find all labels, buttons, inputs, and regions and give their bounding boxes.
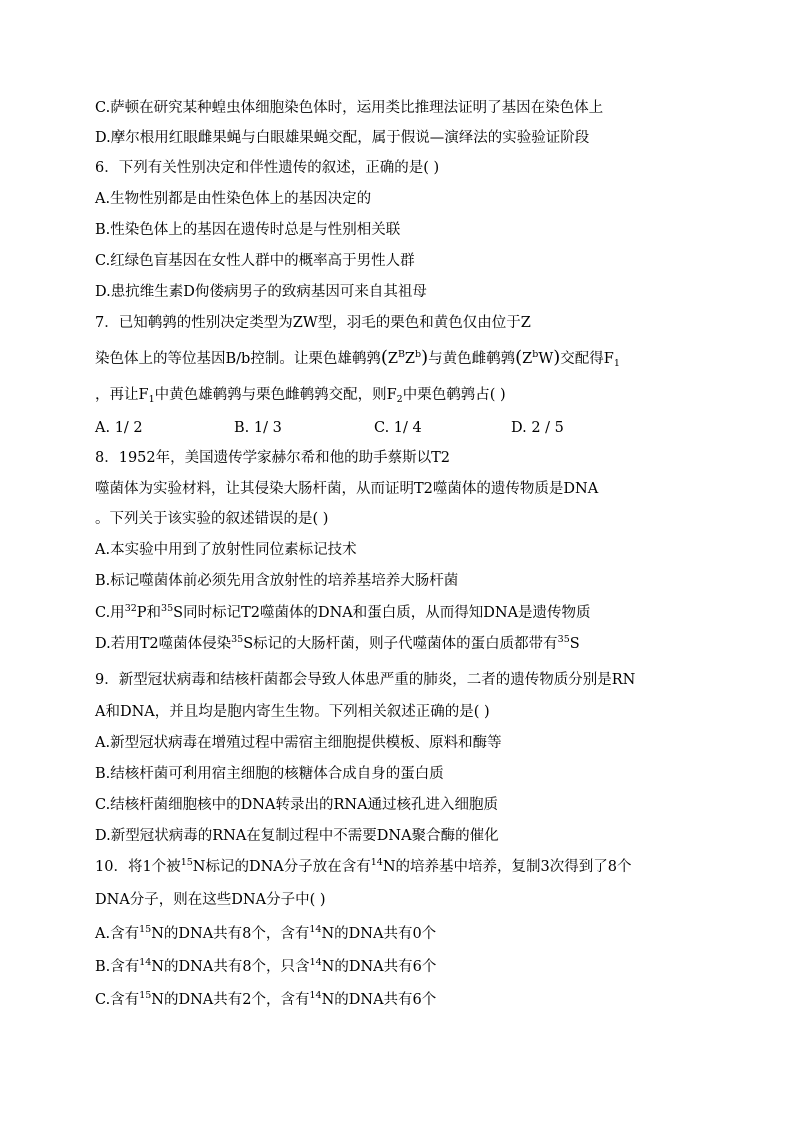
q8c-text: C.用 bbox=[95, 605, 125, 621]
isotope-sup: 35 bbox=[557, 634, 570, 645]
q8-option-a: A.本实验中用到了放射性同位素标记技术 bbox=[95, 542, 357, 558]
q6-option-c: C.红绿色盲基因在女性人群中的概率高于男性人群 bbox=[95, 253, 415, 269]
q7-text: 与黄色雌鹌鹑 bbox=[428, 351, 516, 367]
q9-option-a: A.新型冠状病毒在增殖过程中需宿主细胞提供模板、原料和酶等 bbox=[95, 735, 502, 751]
allele-sup: B bbox=[397, 349, 405, 360]
q9-option-c: C.结核杆菌细胞核中的DNA转录出的RNA通过核孔进入细胞质 bbox=[95, 797, 499, 813]
paren-close: ) bbox=[421, 347, 429, 368]
question-8-stem-line3: 。下列关于该实验的叙述错误的是( ) bbox=[95, 511, 329, 527]
genotype-w: W bbox=[538, 351, 554, 367]
allele-sup: b bbox=[415, 349, 422, 360]
question-7-stem-line3 bbox=[95, 385, 734, 407]
paren-close: ) bbox=[553, 347, 561, 368]
isotope-sup: 15 bbox=[139, 924, 152, 935]
q8c-text: P和 bbox=[136, 605, 162, 621]
q8d-text: S bbox=[569, 636, 580, 652]
q9-option-b: B.结核杆菌可利用宿主细胞的核糖体合成自身的蛋白质 bbox=[95, 766, 444, 782]
isotope-sup: 15 bbox=[139, 990, 152, 1001]
q7-option-a: A. 1/ 2 bbox=[95, 420, 143, 436]
q7-text: 中栗色鹌鹑占( ) bbox=[402, 387, 506, 403]
q10c-text: C.含有 bbox=[95, 992, 140, 1008]
question-9-stem-line1: 9．新型冠状病毒和结核杆菌都会导致人体患严重的肺炎，二者的遗传物质分别是RN bbox=[95, 672, 636, 688]
isotope-sup: 35 bbox=[231, 634, 244, 645]
genotype-z: Z bbox=[387, 351, 398, 367]
q7-option-b: B. 1/ 3 bbox=[234, 420, 282, 436]
isotope-sup: 14 bbox=[309, 924, 322, 935]
q10b-text: B.含有 bbox=[95, 959, 140, 975]
q10-option-b bbox=[95, 957, 734, 979]
q10-option-c bbox=[95, 990, 734, 1012]
isotope-sup: 14 bbox=[309, 957, 322, 968]
isotope-sup: 14 bbox=[139, 957, 152, 968]
q10c-text: N的DNA共有2个，含有 bbox=[151, 992, 310, 1008]
q7-options-row bbox=[95, 418, 734, 440]
q10-option-a bbox=[95, 924, 734, 946]
q5-option-d: D.摩尔根用红眼雌果蝇与白眼雄果蝇交配，属于假说—演绎法的实验验证阶段 bbox=[95, 130, 590, 146]
question-7-stem-line2 bbox=[95, 348, 734, 370]
q10-text: 10．将1个被 bbox=[95, 859, 181, 875]
q7-text: ，再让F bbox=[95, 387, 149, 403]
generation-sub: 2 bbox=[396, 394, 403, 405]
q6-option-d: D.患抗维生素D佝偻病男子的致病基因可来自其祖母 bbox=[95, 284, 427, 300]
question-6-stem: 6．下列有关性别决定和伴性遗传的叙述，正确的是( ) bbox=[95, 160, 440, 176]
isotope-sup: 35 bbox=[161, 603, 174, 614]
q5-option-c: C.萨顿在研究某种蝗虫体细胞染色体时，运用类比推理法证明了基因在染色体上 bbox=[95, 100, 604, 116]
q7-text: 中黄色雄鹌鹑与栗色雌鹌鹑交配，则F bbox=[154, 387, 397, 403]
paren-open: ( bbox=[380, 347, 388, 368]
q8-option-d bbox=[95, 634, 734, 656]
question-10-stem-line1 bbox=[95, 857, 734, 879]
isotope-sup: 14 bbox=[309, 990, 322, 1001]
q8d-text: S标记的大肠杆菌，则子代噬菌体的蛋白质都带有 bbox=[243, 636, 558, 652]
genotype-z: Z bbox=[522, 351, 533, 367]
q10a-text: N的DNA共有0个 bbox=[321, 926, 437, 942]
isotope-sup: 14 bbox=[370, 857, 383, 868]
question-8-stem-line1: 8．1952年，美国遗传学家赫尔希和他的助手蔡斯以T2 bbox=[95, 450, 451, 466]
q9-option-d: D.新型冠状病毒的RNA在复制过程中不需要DNA聚合酶的催化 bbox=[95, 828, 499, 844]
question-9-stem-line2: A和DNA，并且均是胞内寄生生物。下列相关叙述正确的是( ) bbox=[95, 704, 490, 720]
q7-option-c: C. 1/ 4 bbox=[374, 420, 422, 436]
q8c-text: S同时标记T2噬菌体的DNA和蛋白质，从而得知DNA是遗传物质 bbox=[173, 605, 591, 621]
isotope-sup: 15 bbox=[180, 857, 193, 868]
q10b-text: N的DNA共有8个，只含 bbox=[151, 959, 310, 975]
q10-text: N的培养基中培养，复制3次得到了8个 bbox=[382, 859, 632, 875]
allele-sup: b bbox=[532, 349, 539, 360]
q10-text: N标记的DNA分子放在含有 bbox=[192, 859, 371, 875]
paren-open: ( bbox=[515, 347, 523, 368]
question-8-stem-line2: 噬菌体为实验材料，让其侵染大肠杆菌，从而证明T2噬菌体的遗传物质是DNA bbox=[95, 481, 599, 497]
generation-sub: 1 bbox=[613, 358, 620, 369]
q7-text: 交配得F bbox=[560, 351, 614, 367]
isotope-sup: 32 bbox=[124, 603, 137, 614]
q6-option-b: B.性染色体上的基因在遗传时总是与性别相关联 bbox=[95, 222, 401, 238]
question-10-stem-line2: DNA分子，则在这些DNA分子中( ) bbox=[95, 892, 326, 908]
q6-option-a: A.生物性别都是由性染色体上的基因决定的 bbox=[95, 191, 372, 207]
q10c-text: N的DNA共有6个 bbox=[321, 992, 437, 1008]
q10b-text: N的DNA共有6个 bbox=[321, 959, 437, 975]
q10a-text: A.含有 bbox=[95, 926, 140, 942]
question-7-stem-line1: 7．已知鹌鹑的性别决定类型为ZW型，羽毛的栗色和黄色仅由位于Z bbox=[95, 315, 531, 331]
q10a-text: N的DNA共有8个，含有 bbox=[151, 926, 310, 942]
q7-text: 染色体上的等位基因B/b控制。让栗色雄鹌鹑 bbox=[95, 351, 381, 367]
genotype-z: Z bbox=[404, 351, 415, 367]
q7-option-d: D. 2 / 5 bbox=[511, 420, 564, 436]
generation-sub: 1 bbox=[148, 394, 155, 405]
q8-option-c bbox=[95, 603, 734, 625]
q8-option-b: B.标记噬菌体前必须先用含放射性的培养基培养大肠杆菌 bbox=[95, 573, 459, 589]
q8d-text: D.若用T2噬菌体侵染 bbox=[95, 636, 232, 652]
